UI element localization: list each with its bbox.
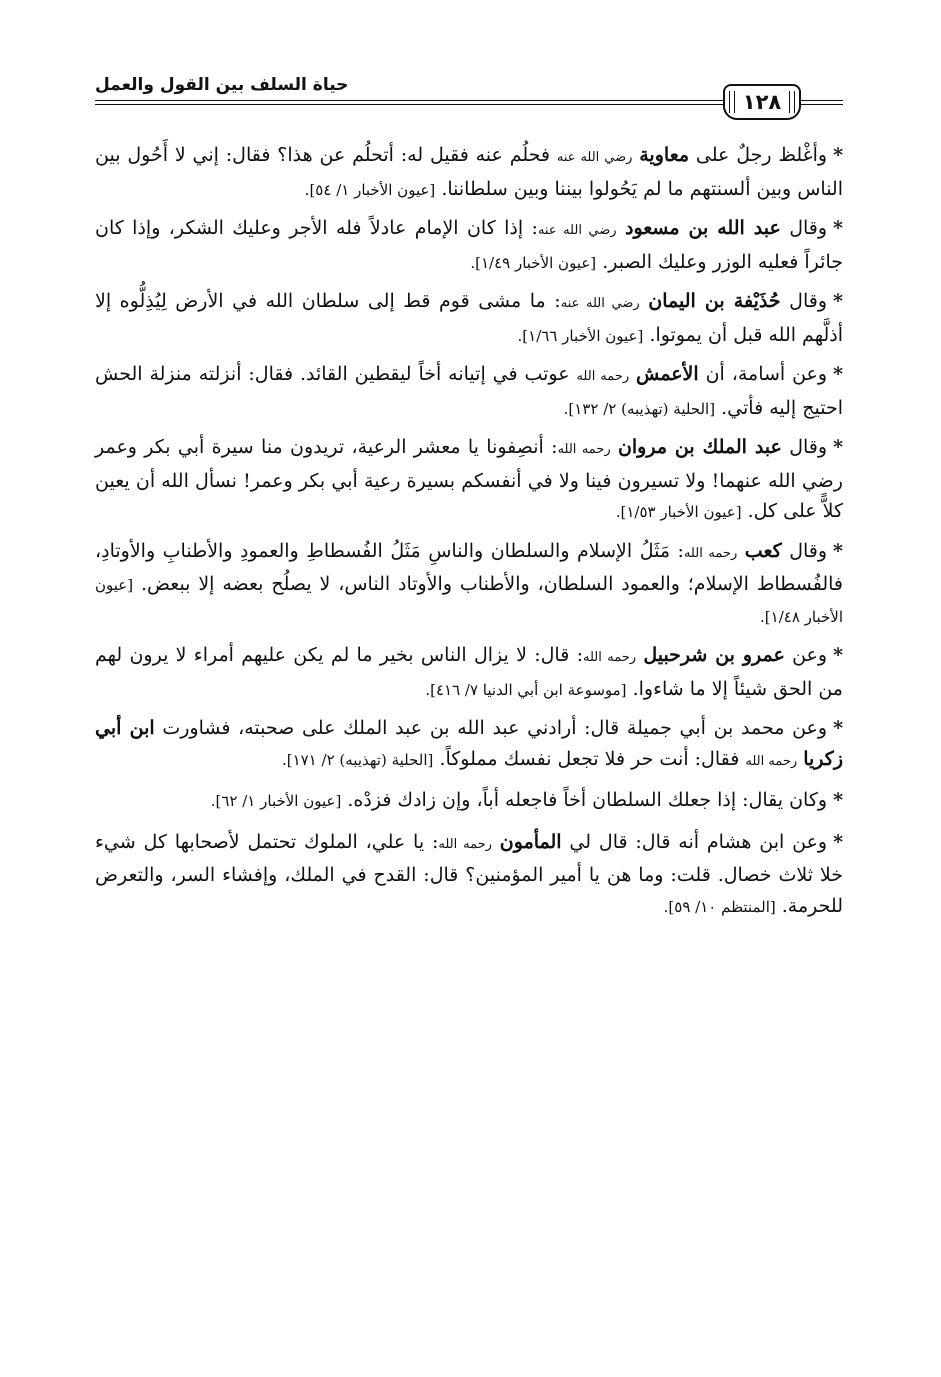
bullet-star-icon: * — [833, 363, 843, 385]
source-reference: [الحلية (تهذيبه) ٢/ ١٣٢]. — [563, 399, 716, 418]
entry-lead: وقال — [780, 290, 828, 312]
entry-text: فحلُم عنه فقيل له: أتحلُم عن هذا؟ فقال: إني لا أَحُول بين الناس وبين ألسنتهم ما لم يَحُولوا بيننا وبين سلطاننا. — [95, 144, 843, 200]
source-reference: [عيون الأخبار ١/ ٥٤]. — [304, 180, 436, 199]
running-title: حياة السلف بين القول والعمل — [95, 75, 349, 95]
bullet-star-icon: * — [833, 789, 843, 811]
honorific: رحمه الله — [683, 545, 738, 561]
page-body — [95, 140, 843, 930]
source-reference: [المنتظم ١٠/ ٥٩]. — [663, 897, 776, 916]
bullet-star-icon: * — [833, 644, 844, 666]
entry-text: : إذا كان الإمام عادلاً فله الأجر وعليك الشكر، وإذا كان جائراً فعليه الوزر وعليك الصبر. — [95, 217, 843, 273]
source-reference: [عيون الأخبار ١/٤٨]. — [95, 576, 843, 626]
paragraph-entry — [95, 785, 843, 819]
bullet-star-icon: * — [833, 539, 843, 562]
honorific: رحمه الله — [576, 369, 630, 384]
entry-lead: وعن — [784, 644, 828, 666]
entry-text: : أنصِفونا يا معشر الرعية، تريدون منا سيرة أبي بكر وعمر رضي الله عنهما! ولا تسيرون فينا ولا في أنفسكم بسيرة رعية أبي بكر وعمر! نسأل الله أن يعين كلاًّ على كل. — [95, 436, 843, 522]
header-tail-lines — [803, 100, 843, 105]
paragraph-entry — [95, 140, 843, 205]
honorific: رحمه الله — [438, 836, 492, 852]
entry-text: عوتب في إتيانه أخاً ليقطين القائد. فقال: أنزلته منزلة الحش احتيج إليه فأتي. — [95, 363, 843, 419]
entry-lead: وقال — [781, 539, 828, 562]
source-reference: [موسوعة ابن أبي الدنيا ٧/ ٤١٦]. — [425, 680, 627, 699]
paragraph-entry — [95, 536, 843, 633]
person-name: عمرو بن شرحبيل — [643, 644, 785, 666]
paragraph-entry — [95, 640, 843, 705]
source-reference: [عيون الأخبار ١/٥٣]. — [615, 503, 742, 521]
honorific: رضي الله عنه — [556, 150, 633, 165]
person-name: معاوية — [639, 144, 690, 166]
entry-lead: وقال — [780, 217, 828, 239]
honorific: رضي الله عنه — [537, 223, 617, 238]
entry-text: : ما مشى قوم قط إلى سلطان الله في الأرض لِيُذِلُّوه إلا أذلَّهم الله قبل أن يموتوا. — [95, 290, 843, 346]
entry-text: : مَثَلُ الإسلام والسلطان والناسِ مَثَلُ الفُسطاطِ والعمودِ والأطنابِ والأوتادِ، فالفُسطاط الإسلام؛ والعمود السلطان، والأطناب والأوتاد الناس، لا يصلُح بعضه إلا ببعض. — [95, 539, 843, 595]
page-number-frame — [723, 84, 801, 120]
paragraph-entry — [95, 827, 843, 923]
paragraph-entry — [95, 286, 843, 351]
bullet-star-icon: * — [833, 717, 843, 739]
honorific: رضي الله عنه — [560, 296, 640, 311]
person-name: المأمون — [499, 830, 562, 853]
bullet-star-icon: * — [833, 144, 844, 166]
entry-text: : قال: لا يزال الناس بخير ما لم يكن عليهم أمراء لا يرون لهم من الحق شيئاً إلا ما شاءوا. — [95, 644, 843, 700]
entry-lead: وعن محمد بن أبي جميلة قال: أرادني عبد الله بن عبد الملك على صحبته، فشاورت — [154, 717, 828, 739]
bullet-star-icon: * — [833, 217, 843, 239]
honorific: رحمه الله — [745, 753, 798, 769]
source-reference: [عيون الأخبار ١/٦٦]. — [517, 326, 644, 345]
entry-lead: وكان يقال: إذا جعلك السلطان أخاً فاجعله أباً، وإن زادك فزدْه. — [347, 789, 828, 811]
bullet-star-icon: * — [833, 436, 843, 458]
honorific: رحمه الله — [583, 650, 637, 665]
entry-text: : يا علي، الملوك تحتمل لأصحابها كل شيء خلا ثلاث خصال. قلت: وما هن يا أمير المؤمنين؟ قال: القدح في الملك، وإفشاء السر، والتعرض للحرمة. — [95, 830, 843, 917]
source-reference: [عيون الأخبار ١/٤٩]. — [470, 253, 597, 272]
person-name: عبد الملك بن مروان — [617, 436, 782, 458]
person-name: حُذَيْفة بن اليمان — [648, 290, 781, 312]
person-name: كعب — [744, 539, 782, 562]
source-reference: [عيون الأخبار ١/ ٦٢]. — [210, 792, 342, 810]
entry-lead: وعن ابن هشام أنه قال: قال لي — [561, 830, 828, 853]
entry-text: فقال: أنت حر فلا تجعل نفسك مملوكاً. — [439, 747, 746, 770]
paragraph-entry — [95, 432, 843, 528]
honorific: رحمه الله — [557, 442, 611, 457]
bullet-star-icon: * — [833, 830, 844, 853]
paragraph-entry — [95, 359, 843, 424]
page-number: ١٢٨ — [742, 90, 782, 114]
person-name: ابن أبي زكريا — [95, 717, 843, 770]
person-name: عبد الله بن مسعود — [624, 217, 781, 239]
bullet-star-icon: * — [833, 290, 843, 312]
entry-lead: وأغْلظ رجلٌ على — [689, 144, 828, 166]
entry-lead: وقال — [781, 436, 828, 458]
page-header — [95, 72, 843, 124]
paragraph-entry — [95, 713, 843, 777]
source-reference: [الحلية (تهذيبه) ٢/ ١٧١]. — [281, 750, 434, 769]
entry-lead: وعن أسامة، أن — [698, 363, 828, 385]
paragraph-entry — [95, 213, 843, 278]
person-name: الأعمش — [636, 363, 699, 385]
